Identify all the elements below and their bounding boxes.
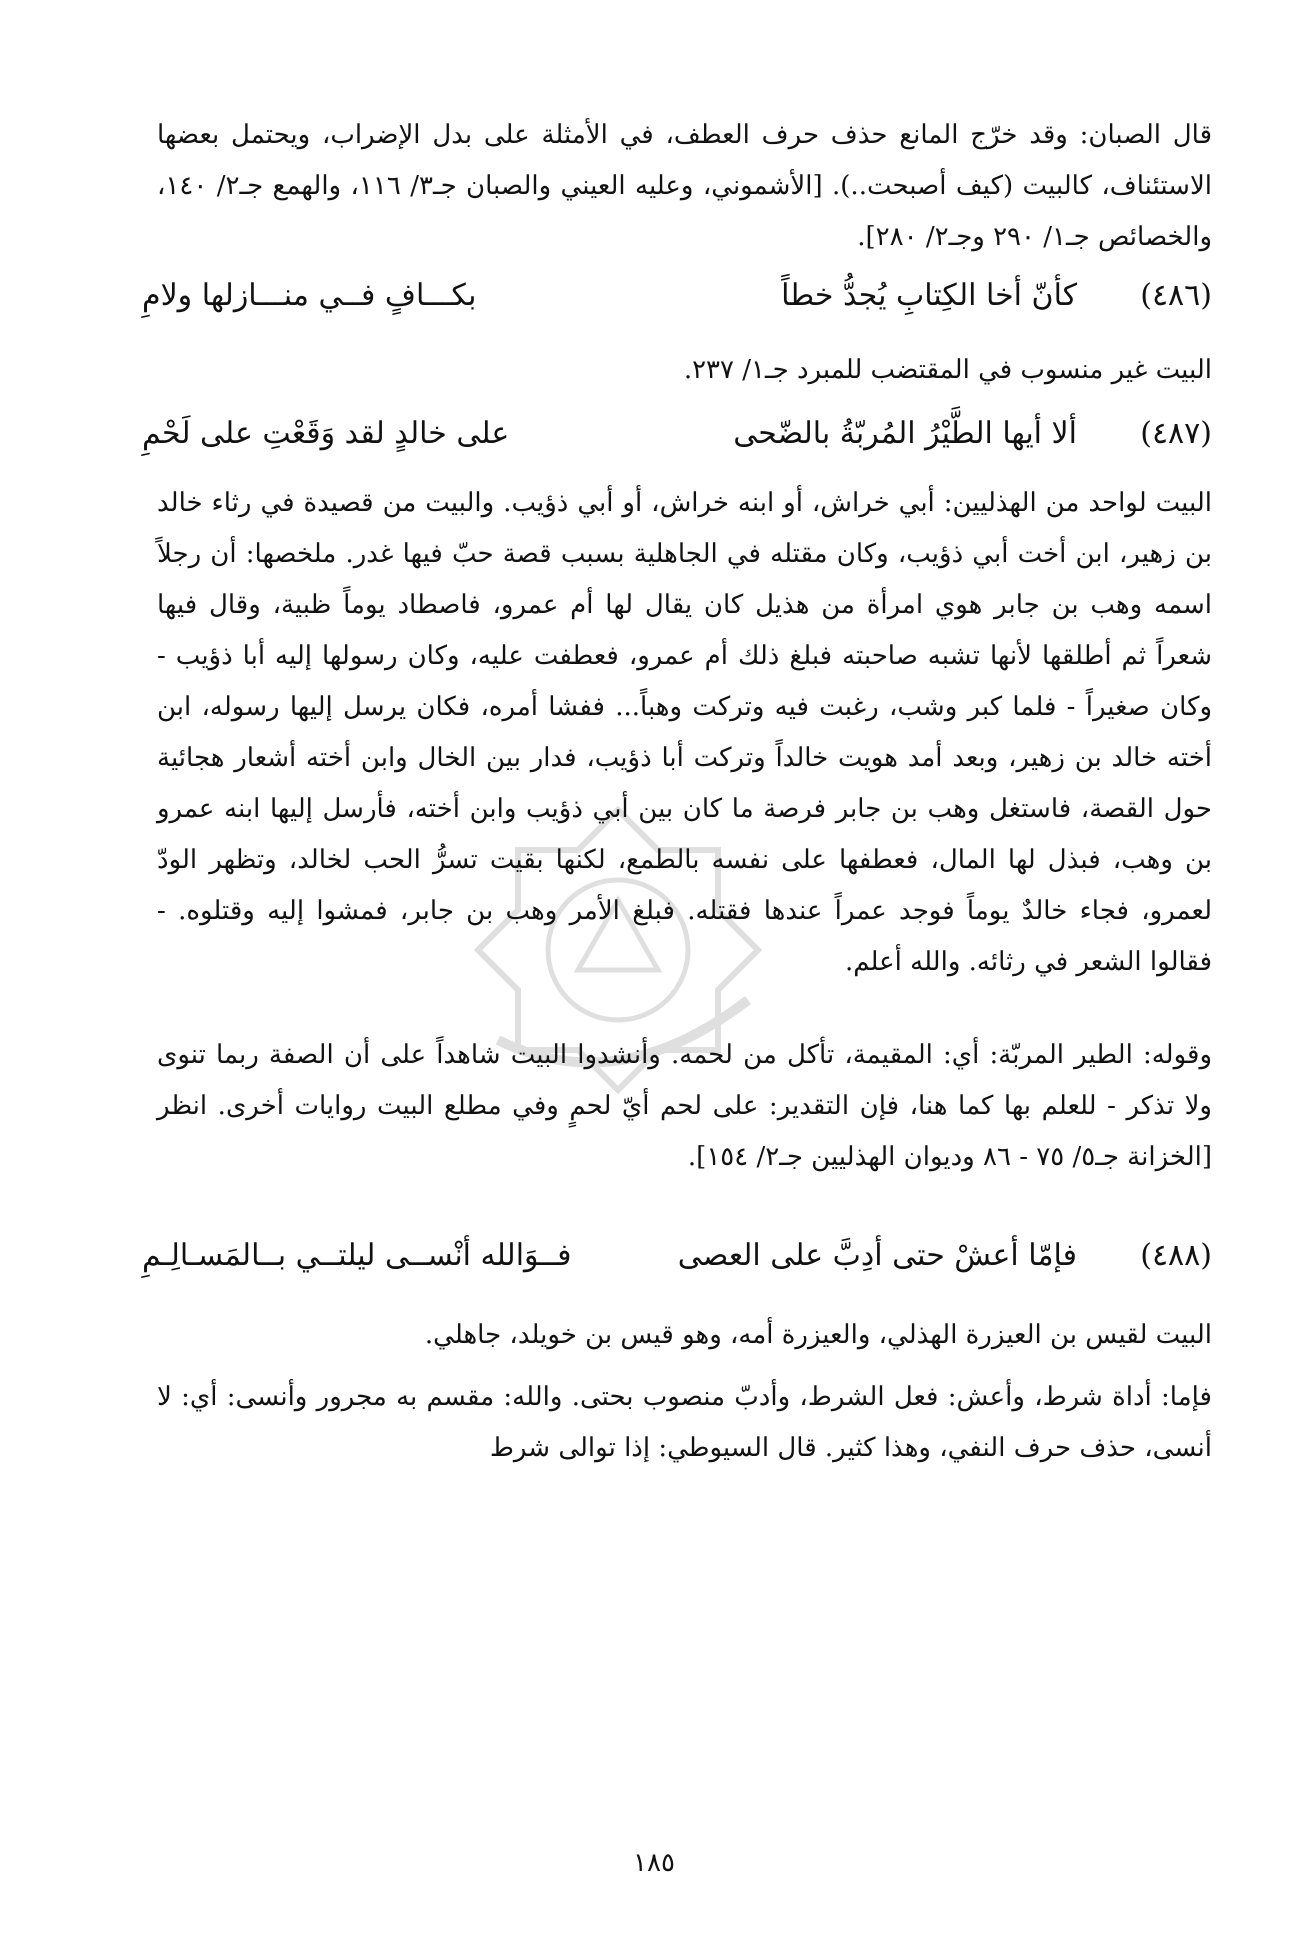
verse-488 [142,1232,1212,1288]
verse-second-hemistich: بكـــافٍ فــي منـــازلها ولامِ [142,278,477,313]
verse-486 [142,272,1212,328]
paragraph-source-486: البيت غير منسوب في المقتضب للمبرد جـ١/ ٢٣٧. [683,355,1212,385]
verse-first-hemistich: كأنّ أخا الكِتابِ يُجدُّ خطاً [781,278,1077,313]
verse-second-hemistich: على خالدٍ لقد وَقَعْتِ على لَحْمِ [142,416,510,451]
paragraph-commentary-487: البيت لواحد من الهذليين: أبي خراش، أو ابنه خراش، أو أبي ذؤيب. والبيت من قصيدة في رثاء خالد بن زهير، ابن أخت أبي ذؤيب، وكان مقتله في الجاهلية بسبب قصة حبّ فيها غدر. ملخصها: أن رجلاً اسمه وهب بن جابر هوي امرأة من هذيل كان يقال لها أم عمرو، فاصطاد يوماً ظبية، وقال فيها شعراً ثم أطلقها لأنها تشبه صاحبته فبلغ ذلك أم عمرو، فعطفت عليه، وكان رسولها إليه أبا ذؤيب - وكان صغيراً - فلما كبر وشب، رغبت فيه وتركت وهباً... ففشا أمره، فكان يرسل إليها رسوله، ابن أخته خالد بن زهير، وبعد أمد هويت خالداً وتركت أبا ذؤيب، فدار بين الخال وابن أخته أشعار هجائية حول القصة، فاستغل وهب بن جابر فرصة ما كان بين أبي ذؤيب وابن أخته، فأرسل إليها ابنه عمرو بن وهب، فبذل لها المال، فعطفها على نفسه بالطمع، لكنها بقيت تسرُّ الحب لخالد، وتظهر الودّ لعمرو، فجاء خالدٌ يوماً فوجد عمراً عندها فقتله. فبلغ الأمر وهب بن جابر، فمشوا إليه وقتلوه. - فقالوا الشعر في رثائه. والله أعلم. [157,488,1212,977]
paragraph-grammar-488: فإما: أداة شرط، وأعش: فعل الشرط، وأدبّ منصوب بحتى. والله: مقسم به مجرور وأنسى: أي: لا أنسى، حذف حرف النفي، وهذا كثير. قال السيوطي: إذا توالى شرط [157,1382,1212,1463]
verse-number: (٤٨٦) [1140,278,1212,313]
verse-second-hemistich: فــوَالله أنْســى ليلتــي بــالمَسـالِـمِ [142,1238,572,1273]
paragraph-grammar-487: وقوله: الطير المربّة: أي: المقيمة، تأكل من لحمه. وأنشدوا البيت شاهداً على أن الصفة ربما تنوى ولا تذكر - للعلم بها كما هنا، فإن التقدير: على لحم أيّ لحمٍ وفي مطلع البيت روايات أخرى. انظر [الخزانة جـ٥/ ٧٥ - ٨٦ وديوان الهذليين جـ٢/ ١٥٤]. [157,1040,1212,1172]
paragraph-intro: قال الصبان: وقد خرّج المانع حذف حرف العطف، في الأمثلة على بدل الإضراب، ويحتمل بعضها الاستئناف، كالبيت (كيف أصبحت..). [الأشموني، وعليه العيني والصبان جـ٣/ ١١٦، والهمع جـ٢/ ١٤٠، والخصائص جـ١/ ٢٩٠ وجـ٢/ ٢٨٠]. [157,120,1213,252]
verse-487 [142,410,1212,466]
verse-number: (٤٨٧) [1140,416,1212,451]
verse-number: (٤٨٨) [1140,1238,1212,1273]
page-number: ١٨٥ [633,1848,675,1878]
verse-first-hemistich: فإمّا أعشْ حتى أدِبَّ على العصى [677,1238,1077,1273]
verse-first-hemistich: ألا أيها الطَّيْرُ المُربّةُ بالضّحى [733,416,1077,451]
paragraph-source-488: البيت لقيس بن العيزرة الهذلي، والعيزرة أمه، وهو قيس بن خويلد، جاهلي. [424,1320,1212,1350]
